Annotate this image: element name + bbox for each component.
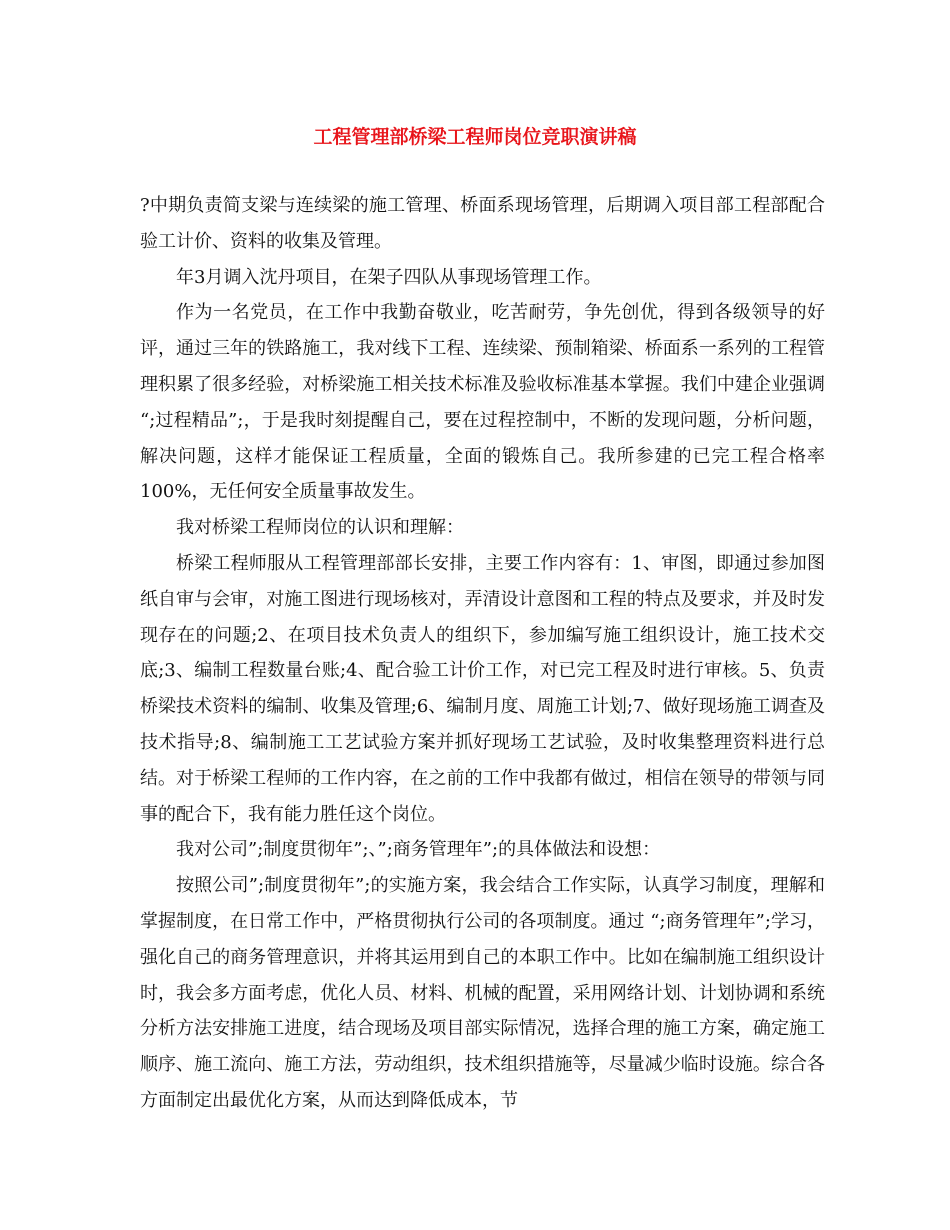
document-title: 工程管理部桥梁工程师岗位竞职演讲稿 [313,126,637,148]
paragraph-6: 我对公司”;制度贯彻年”;、”;商务管理年”;的具体做法和设想： [176,839,661,861]
paragraph-4: 我对桥梁工程师岗位的认识和理解： [176,517,464,539]
paragraph-2: 年3月调入沈丹项目，在架子四队从事现场管理工作。 [176,266,602,288]
paragraph-1: ?中期负责简支梁与连续梁的施工管理、桥面系现场管理，后期调入项目部工程部配合验工计价、资料的收集及管理。 [140,195,825,252]
paragraph-3: 作为一名党员，在工作中我勤奋敬业，吃苦耐劳，争先创优，得到各级领导的好评，通过三年的铁路施工，我对线下工程、连续梁、预制箱梁、桥面系一系列的工程管理积累了很多经验，对桥梁施工相关技术标准及验收标准基本掌握。我们中建企业强调 “;过程精品”;，于是我时刻提醒自己，要在过程控制中，不断的发现问题，分析问题，解决问题，这样才能保证工程质量，全面的锻炼自己。我所参建的已完工程合格率100%，无任何安全质量事故发生。 [140,302,825,503]
paragraph-7: 按照公司”;制度贯彻年”;的实施方案，我会结合工作实际，认真学习制度，理解和掌握制度，在日常工作中，严格贯彻执行公司的各项制度。通过 “;商务管理年”;学习，强化自己的商务管理意识，并将其运用到自己的本职工作中。比如在编制施工组织设计时，我会多方面考虑，优化人员、材料、机械的配置，采用网络计划、计划协调和系统分析方法安排施工进度，结合现场及项目部实际情况，选择合理的施工方案，确定施工顺序、施工流向、施工方法，劳动组织，技术组织措施等，尽量减少临时设施。综合各方面制定出最优化方案，从而达到降低成本，节 [140,875,825,1111]
document-body [140,188,825,1119]
paragraph-5: 桥梁工程师服从工程管理部部长安排，主要工作内容有：1、审图，即通过参加图纸自审与会审，对施工图进行现场核对，弄清设计意图和工程的特点及要求，并及时发现存在的问题;2、在项目技术负责人的组织下，参加编写施工组织设计，施工技术交底;3、编制工程数量台账;4、配合验工计价工作，对已完工程及时进行审核。5、负责桥梁技术资料的编制、收集及管理;6、编制月度、周施工计划;7、做好现场施工调查及技术指导;8、编制施工工艺试验方案并抓好现场工艺试验，及时收集整理资料进行总结。对于桥梁工程师的工作内容，在之前的工作中我都有做过，相信在领导的带领与同事的配合下，我有能力胜任这个岗位。 [140,552,825,825]
